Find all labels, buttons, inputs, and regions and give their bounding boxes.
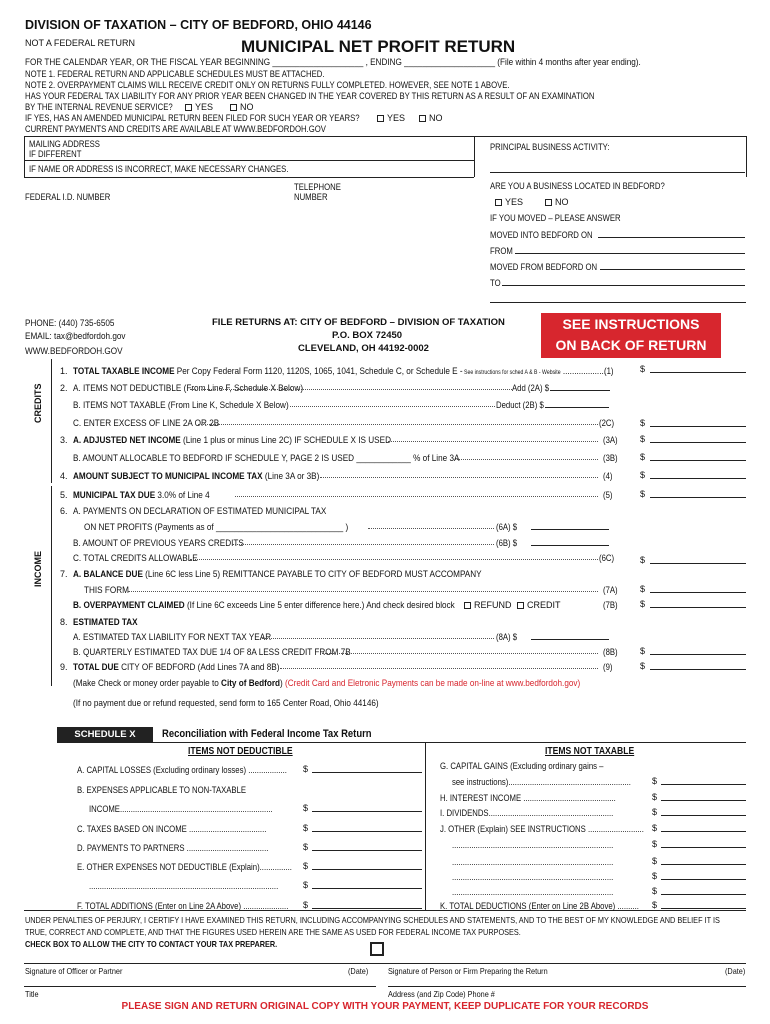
no-payment-note: (If no payment due or refund requested, send form to 165 Center Road, Ohio 44146) [73, 698, 379, 709]
line-2a-ref: Add (2A) $ [512, 383, 550, 393]
schedule-x-c: C. TAXES BASED ON INCOME .................................... [77, 824, 267, 834]
amended-question: IF YES, HAS AN AMENDED MUNICIPAL RETURN BEEN FILED FOR SUCH YEAR OR YEARS? [25, 113, 360, 123]
dot-leader [455, 459, 598, 460]
dollar-sign: $ [652, 839, 658, 849]
schedule-x-title: Reconciliation with Federal Income Tax Return [162, 728, 372, 740]
line-6c-ref: (6C) [599, 553, 615, 563]
line-3a-label [73, 435, 391, 446]
line-6b-ref: (6B) $ [496, 538, 518, 548]
schedule-x-b-field[interactable] [312, 811, 422, 812]
if-moved-label: IF YOU MOVED – PLEASE ANSWER [490, 213, 621, 223]
checkbox-icon [464, 602, 471, 609]
dot-leader [322, 653, 598, 654]
dollar-sign: $ [640, 599, 646, 609]
dollar-sign: $ [640, 646, 646, 656]
dollar-sign: $ [640, 555, 646, 565]
line-8b-ref: (8B) [603, 647, 618, 657]
dollar-sign: $ [652, 776, 658, 786]
schedule-x-j-extra-2: ........................................................................... [452, 857, 614, 867]
schedule-x-d-field[interactable] [312, 850, 422, 851]
checkbox-icon [230, 104, 237, 111]
line-6b-label: B. AMOUNT OF PREVIOUS YEARS CREDITS [73, 538, 244, 549]
line-6a-ref: (6A) $ [496, 522, 518, 532]
line-1-small: See instructions for sched A & B - Website [462, 370, 561, 376]
moved-from-date-field[interactable] [600, 269, 745, 270]
line-7a-amount-field[interactable] [650, 592, 746, 593]
check-note-1: (Make Check or money order payable to [73, 678, 222, 689]
moved-into-label: MOVED INTO BEDFORD ON [490, 230, 593, 240]
line-3a-bold: A. ADJUSTED NET INCOME [73, 435, 181, 446]
principal-activity-field[interactable] [490, 172, 745, 173]
line-8-number: 8. [60, 617, 68, 627]
note-1: NOTE 1. FEDERAL RETURN AND APPLICABLE SCHEDULES MUST BE ATTACHED. [25, 69, 325, 79]
line-7a-bold: A. BALANCE DUE [73, 569, 143, 580]
dollar-sign: $ [303, 803, 309, 813]
schedule-x-e-extra-field[interactable] [312, 888, 422, 889]
dollar-sign: $ [640, 470, 646, 480]
line-1-number: 1. [60, 366, 68, 376]
line-5-ref: (5) [603, 490, 613, 500]
line-8-title: ESTIMATED TAX [73, 617, 138, 628]
see-instructions-line-2: ON BACK OF RETURN [555, 337, 707, 353]
line-7b-ref: (7B) [603, 600, 618, 610]
line-3b-ref: (3B) [603, 453, 618, 463]
line-2a-label: A. ITEMS NOT DEDUCTIBLE (From Line F, Schedule X Below) [73, 383, 304, 394]
dot-leader [198, 424, 598, 425]
line-5-label [73, 490, 210, 501]
to-label: TO [490, 278, 501, 288]
schedule-x-g-line-2: see instructions)......................................................... [452, 777, 631, 787]
line-9-text: CITY OF BEDFORD (Add Lines 7A and 8B) [118, 662, 280, 673]
schedule-x-j-field[interactable] [661, 831, 746, 832]
line-7b-label [73, 600, 455, 611]
contact-phone: PHONE: (440) 735-6505 [25, 318, 115, 329]
dollar-sign: $ [640, 434, 646, 444]
dollar-sign: $ [640, 418, 646, 428]
dollar-sign: $ [640, 661, 646, 671]
title-field[interactable] [24, 970, 376, 986]
current-payments-line: CURRENT PAYMENTS AND CREDITS ARE AVAILABLE AT WWW.BEDFORDOH.GOV [25, 124, 326, 134]
schedule-x-k-field[interactable] [661, 908, 746, 909]
schedule-x-j-extra-1-field[interactable] [661, 847, 746, 848]
preparer-address-label: Address (and Zip Code) Phone # [388, 989, 495, 999]
line-1-ref: (1) [604, 366, 614, 376]
located-no-option[interactable] [545, 197, 569, 207]
refund-option[interactable] [464, 600, 512, 610]
incorrect-address-note: IF NAME OR ADDRESS IS INCORRECT, MAKE NECESSARY CHANGES. [29, 164, 289, 174]
dollar-sign: $ [303, 764, 309, 774]
preparer-date-label: (Date) [725, 966, 746, 976]
schedule-x-j: J. OTHER (Explain) SEE INSTRUCTIONS .......................... [440, 824, 644, 834]
dollar-sign: $ [303, 842, 309, 852]
dollar-sign: $ [303, 823, 309, 833]
schedule-x-f: F. TOTAL ADDITIONS (Enter on Line 2A Above) ..................... [77, 901, 289, 911]
yes-label: YES [387, 113, 406, 123]
online-payment-note: (Credit Card and Eletronic Payments can be made on-line at www.bedfordoh.gov) [285, 678, 581, 689]
signature-preparer-label: Signature of Person or Firm Preparing the Return [388, 966, 548, 976]
no-label: NO [240, 102, 254, 112]
dot-leader [190, 389, 512, 390]
line-6-number: 6. [60, 506, 68, 516]
line-3b-amount-field[interactable] [650, 460, 746, 461]
line-2-number: 2. [60, 383, 68, 393]
line-7a-text: (Line 6C less Line 5) REMITTANCE PAYABLE TO CITY OF BEDFORD MUST ACCOMPANY [142, 569, 482, 580]
line-9-number: 9. [60, 662, 68, 672]
line-2c-amount-field[interactable] [650, 426, 746, 427]
telephone-label: TELEPHONE [294, 182, 341, 192]
schedule-x-j-extra-4-field[interactable] [661, 894, 746, 895]
line-4-number: 4. [60, 471, 68, 481]
schedule-x-g-line-1: G. CAPITAL GAINS (Excluding ordinary gains – [440, 761, 604, 771]
officer-date-label: (Date) [348, 966, 369, 976]
dollar-sign: $ [303, 900, 309, 910]
schedule-x-j-extra-2-field[interactable] [661, 864, 746, 865]
not-deductible-heading: ITEMS NOT DEDUCTIBLE [188, 746, 293, 757]
line-2b-amount-field[interactable] [545, 407, 609, 408]
line-2c-ref: (2C) [599, 418, 615, 428]
schedule-x-j-extra-3: ........................................................................... [452, 872, 614, 882]
line-9-ref: (9) [603, 662, 613, 672]
dollar-sign: $ [640, 489, 646, 499]
yes-label: YES [505, 197, 524, 207]
schedule-x-d: D. PAYMENTS TO PARTNERS ...................................... [77, 843, 269, 853]
schedule-x-h: H. INTEREST INCOME ........................................... [440, 793, 616, 803]
schedule-x-a-field[interactable] [312, 772, 422, 773]
amended-no-option[interactable] [419, 113, 443, 123]
dollar-sign: $ [652, 792, 658, 802]
line-8b-label: B. QUARTERLY ESTIMATED TAX DUE 1/4 OF 8A LESS CREDIT FROM 7B [73, 647, 351, 658]
no-label: NO [429, 113, 443, 123]
mailing-address-label: MAILING ADDRESS [29, 139, 100, 149]
title-label: Title [25, 989, 39, 999]
line-3a-text: (Line 1 plus or minus Line 2C) IF SCHEDULE X IS USED [180, 435, 391, 446]
line-6-title: A. PAYMENTS ON DECLARATION OF ESTIMATED MUNICIPAL TAX [73, 506, 327, 517]
line-1-label: TOTAL TAXABLE INCOME Per Copy Federal Form 1120, 1120S, 1065, 1041, Schedule C, or Schedule E - See instructions for sched A & B - Website ................... [73, 366, 607, 377]
calendar-year-line: FOR THE CALENDAR YEAR, OR THE FISCAL YEAR BEGINNING ____________________ , ENDING ____________________ (File within 4 months after year ending). [25, 57, 641, 68]
line-2a-amount-field[interactable] [550, 390, 610, 391]
check-note-bold: City of Bedford [221, 678, 281, 689]
signature-officer-label: Signature of Officer or Partner [25, 966, 123, 976]
from-label: FROM [490, 246, 513, 256]
schedule-x-e: E. OTHER EXPENSES NOT DEDUCTIBLE (Explain)............... [77, 862, 292, 872]
located-yes-option[interactable] [495, 197, 523, 207]
line-7b-bold: B. OVERPAYMENT CLAIMED [73, 600, 185, 611]
moved-to-address-field[interactable] [502, 285, 745, 286]
dollar-sign: $ [640, 452, 646, 462]
line-2b-label: B. ITEMS NOT TAXABLE (From Line K, Schedule X Below) [73, 400, 289, 411]
schedule-x-j-extra-3-field[interactable] [661, 879, 746, 880]
perjury-statement-1: UNDER PENALTIES OF PERJURY, I CERTIFY I HAVE EXAMINED THIS RETURN, INCLUDING ACCOMPANYING SCHEDULES AND STATEMENTS, AND TO THE BEST OF MY KNOWLEDGE AND BELIEF IT IS [25, 915, 720, 925]
line-8b-amount-field[interactable] [650, 654, 746, 655]
dollar-sign: $ [652, 856, 658, 866]
contact-website: WWW.BEDFORDOH.GOV [25, 346, 123, 357]
schedule-x-b-line-1: B. EXPENSES APPLICABLE TO NON-TAXABLE [77, 785, 247, 795]
telephone-number-label: NUMBER [294, 192, 328, 202]
page-title: MUNICIPAL NET PROFIT RETURN [241, 37, 516, 56]
moved-into-date-field[interactable] [598, 237, 745, 238]
checkbox-icon [495, 199, 502, 206]
dot-leader [235, 496, 598, 497]
credit-option[interactable] [517, 600, 561, 610]
line-7b-amount-field[interactable] [650, 607, 746, 608]
moved-from-label: MOVED FROM BEDFORD ON [490, 262, 598, 272]
schedule-x-j-extra-4: ........................................................................... [452, 887, 614, 897]
line-1-bold: TOTAL TAXABLE INCOME [73, 366, 175, 377]
line-4-ref: (4) [603, 471, 613, 481]
dot-leader [128, 591, 598, 592]
irs-no-option[interactable] [230, 102, 254, 112]
moved-from-address-field[interactable] [515, 253, 745, 254]
refund-label: REFUND [474, 600, 512, 610]
contact-email: EMAIL: tax@bedfordoh.gov [25, 331, 126, 342]
line-7a-ref: (7A) [603, 585, 618, 595]
check-note-2: ) [280, 678, 283, 689]
line-1-text: Per Copy Federal Form 1120, 1120S, 1065, 1041, Schedule C, or Schedule E - [174, 366, 463, 377]
schedule-x-e-field[interactable] [312, 869, 422, 870]
line-3-number: 3. [60, 435, 68, 445]
schedule-x-e-extra: ........................................................................................ [89, 881, 279, 891]
line-9-amount-field[interactable] [650, 669, 746, 670]
principal-activity-label: PRINCIPAL BUSINESS ACTIVITY: [490, 142, 610, 152]
dot-leader [368, 528, 494, 529]
preparer-address-field[interactable] [388, 970, 746, 986]
line-8a-ref: (8A) $ [496, 632, 518, 642]
checkbox-icon [517, 602, 524, 609]
not-federal-label: NOT A FEDERAL RETURN [25, 38, 136, 48]
line-6c-amount-field[interactable] [650, 563, 746, 564]
line-7b-text: (If Line 6C exceeds Line 5 enter difference here.) And check desired block [184, 600, 455, 611]
schedule-x-label: SCHEDULE X [74, 729, 136, 740]
line-6a-amount-field[interactable] [531, 529, 609, 530]
line-3a-ref: (3A) [603, 435, 618, 445]
perjury-statement-2: TRUE, CORRECT AND COMPLETE, AND THAT THE FIGURES USED HEREIN ARE THE SAME AS USED FOR FEDERAL INCOME TAX PURPOSES. [25, 927, 521, 937]
income-side-label: INCOME [33, 551, 43, 587]
sign-and-return-notice: PLEASE SIGN AND RETURN ORIGINAL COPY WITH YOUR PAYMENT, KEEP DUPLICATE FOR YOUR RECORDS [121, 1001, 649, 1012]
line-3b-label: B. AMOUNT ALLOCABLE TO BEDFORD IF SCHEDULE Y, PAGE 2 IS USED ____________ % of Line 3A [73, 453, 460, 464]
schedule-x-i: I. DIVIDENDS.......................................................... [440, 808, 614, 818]
contact-preparer-label: CHECK BOX TO ALLOW THE CITY TO CONTACT YOUR TAX PREPARER. [25, 939, 278, 949]
schedule-x-h-field[interactable] [661, 800, 746, 801]
dollar-sign: $ [303, 880, 309, 890]
irs-question-line-1: HAS YOUR FEDERAL TAX LIABILITY FOR ANY PRIOR YEAR BEEN CHANGED IN THE YEAR COVERED BY THIS RETURN AS A RESULT OF AN EXAMINATION [25, 91, 595, 101]
irs-yes-option[interactable] [185, 102, 213, 112]
yes-label: YES [195, 102, 214, 112]
dot-leader [190, 559, 598, 560]
dollar-sign: $ [652, 886, 658, 896]
checkbox-icon [545, 199, 552, 206]
line-4-label [73, 471, 319, 482]
dollar-sign: $ [652, 871, 658, 881]
schedule-x-f-field[interactable] [312, 908, 422, 909]
line-6a-label: ON NET PROFITS (Payments as of ____________________________ ) [84, 522, 349, 533]
preparer-signature-field[interactable] [388, 945, 746, 963]
dollar-sign: $ [640, 364, 646, 374]
line-5-amount-field[interactable] [650, 497, 746, 498]
line-7-number: 7. [60, 569, 68, 579]
po-box: P.O. BOX 72450 [332, 330, 403, 341]
line-7a-label [73, 569, 482, 580]
mailing-city: CLEVELAND, OH 44192-0002 [298, 343, 429, 354]
line-4-text: (Line 3A or 3B) [262, 471, 320, 482]
not-taxable-heading: ITEMS NOT TAXABLE [545, 746, 635, 757]
dollar-sign: $ [640, 584, 646, 594]
schedule-x-b-line-2: INCOME....................................................................... [89, 804, 273, 814]
dollar-sign: $ [652, 900, 658, 910]
checkbox-icon [419, 115, 426, 122]
located-in-bedford-question: ARE YOU A BUSINESS LOCATED IN BEDFORD? [490, 181, 665, 191]
schedule-x-g-field[interactable] [661, 784, 746, 785]
line-8a-amount-field[interactable] [531, 639, 609, 640]
line-6c-label: C. TOTAL CREDITS ALLOWABLE [73, 553, 198, 564]
see-instructions-line-1: SEE INSTRUCTIONS [562, 316, 700, 332]
no-label: NO [555, 197, 569, 207]
credits-side-label: CREDITS [33, 383, 43, 423]
file-returns-at: FILE RETURNS AT: CITY OF BEDFORD – DIVISION OF TAXATION [212, 317, 505, 328]
dot-leader [280, 668, 598, 669]
schedule-x-j-extra-1: ........................................................................... [452, 840, 614, 850]
dollar-sign: $ [303, 861, 309, 871]
credit-label: CREDIT [527, 600, 561, 610]
dot-leader [388, 441, 598, 442]
line-5-number: 5. [60, 490, 68, 500]
amended-yes-option[interactable] [377, 113, 405, 123]
line-5-text: 3.0% of Line 4 [155, 490, 210, 501]
line-2b-ref: Deduct (2B) $ [496, 400, 544, 410]
line-3a-amount-field[interactable] [650, 442, 746, 443]
officer-signature-field[interactable] [24, 945, 374, 963]
schedule-x-k: K. TOTAL DEDUCTIONS (Enter on Line 2B Above) .......... [440, 901, 639, 911]
line-1-amount-field[interactable] [650, 372, 746, 373]
dot-leader [232, 544, 494, 545]
line-7a-this-form: THIS FORM [84, 585, 129, 596]
dollar-sign: $ [652, 823, 658, 833]
schedule-x-i-field[interactable] [661, 815, 746, 816]
schedule-x-c-field[interactable] [312, 831, 422, 832]
line-4-amount-field[interactable] [650, 478, 746, 479]
line-5-bold: MUNICIPAL TAX DUE [73, 490, 156, 501]
mailing-address-field[interactable] [130, 140, 470, 158]
line-9-bold: TOTAL DUE [73, 662, 119, 673]
irs-question-line-2: BY THE INTERNAL REVENUE SERVICE? [25, 102, 173, 112]
checkbox-icon [377, 115, 384, 122]
division-heading: DIVISION OF TAXATION – CITY OF BEDFORD, OHIO 44146 [25, 18, 372, 32]
line-8a-label: A. ESTIMATED TAX LIABILITY FOR NEXT TAX YEAR [73, 632, 272, 643]
dot-leader [262, 638, 494, 639]
if-different-label: IF DIFFERENT [29, 149, 82, 159]
checkbox-icon [185, 104, 192, 111]
check-payable-note [73, 678, 580, 689]
line-2c-label: C. ENTER EXCESS OF LINE 2A OR 2B [73, 418, 220, 429]
federal-id-label: FEDERAL I.D. NUMBER [25, 192, 111, 202]
line-4-bold: AMOUNT SUBJECT TO MUNICIPAL INCOME TAX [73, 471, 263, 482]
line-6b-amount-field[interactable] [531, 545, 609, 546]
line-9-label [73, 662, 279, 673]
dollar-sign: $ [652, 807, 658, 817]
schedule-x-a: A. CAPITAL LOSSES (Excluding ordinary losses) .................. [77, 765, 287, 775]
note-2: NOTE 2. OVERPAYMENT CLAIMS WILL RECEIVE CREDIT ONLY ON RETURNS FULLY COMPLETED. HOWEVER, SEE NOTE 1 ABOVE. [25, 80, 510, 90]
dot-leader [290, 406, 495, 407]
dot-leader [320, 477, 598, 478]
